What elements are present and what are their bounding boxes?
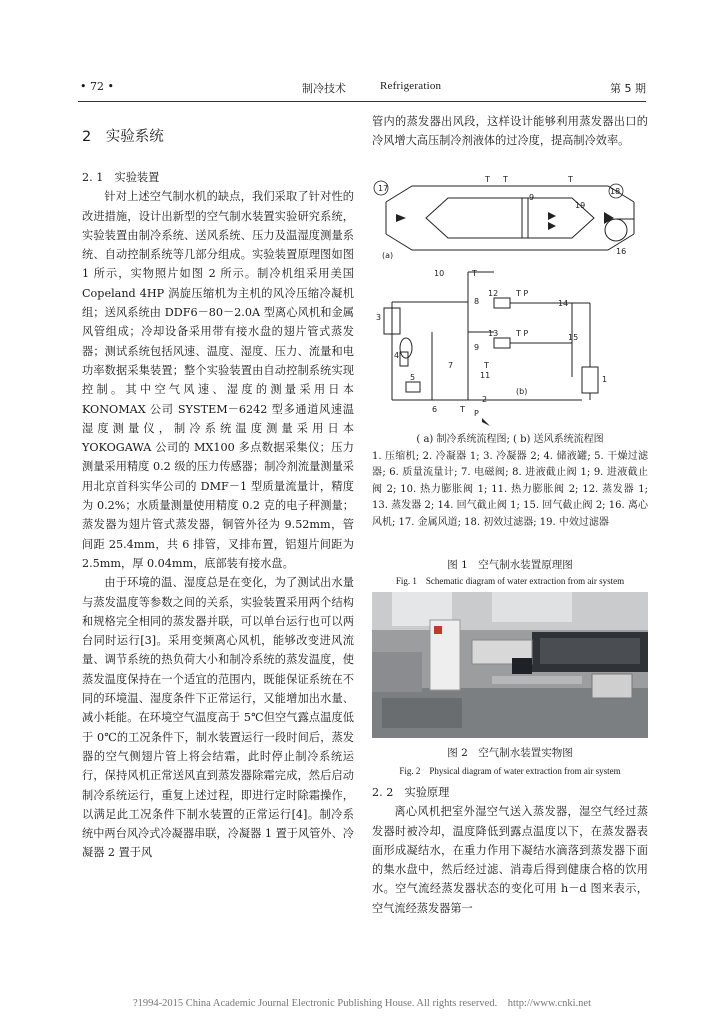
label-T-6: T — [460, 405, 465, 414]
label-9b: 9 — [474, 343, 480, 352]
air-duct — [386, 186, 634, 250]
label-12: 12 — [488, 289, 499, 298]
figure-1-legend — [372, 432, 648, 532]
header-rule — [78, 101, 646, 102]
label-T-5: T — [484, 361, 489, 370]
label-3: 3 — [376, 313, 382, 322]
right-column-top — [372, 112, 648, 151]
label-17: 17 — [378, 184, 389, 193]
label-11: 11 — [480, 371, 491, 380]
lab-photo-svg — [372, 592, 648, 738]
figure-2-title-cn: 图 2 空气制水装置实物图 — [447, 747, 573, 759]
journal-title-cn: 制冷技术 — [302, 82, 346, 95]
copyright-footer: ?1994-2015 China Academic Journal Electronic Publishing House. All rights reserved. http://www.cnki.net — [132, 998, 592, 1009]
label-T-4: T — [472, 269, 477, 278]
label-8: 8 — [474, 297, 480, 306]
paragraph-2: 由于环境的温、湿度总是在变化，为了测试出水量与蒸发温度等参数之间的关系，实验装置采用两个结构和规格完全相同的蒸发器并联，可以单台运行也可以两台同时运行[3]。采用变频离心风机，能够改变进风流量、调节系统的热负荷大小和制冷系统的蒸发温度，使蒸发温度保持在一个适宜的范围内，既能保证系统在不同的环境温、湿度条件下正常运行，又能增加出水量、减小耗能。在环境空气温度高于 5℃但空气露点温度低于 0℃的工况条件下，制水装置运行一段时间后，蒸发器的空气侧翅片管上将会结霜，此时停止制冷系统运行，保持风机正常送风直到蒸发器除霜完成，然后启动制冷系统运行，重复上述过程，即进行定时除霜操作，以满足此工况条件下制水装置的正常运行[4]。制冷系统中两台风冷式冷凝器串联，冷凝器 1 置于风管外、冷凝器 2 置于风 — [82, 576, 354, 860]
paragraph-1: 针对上述空气制水机的缺点，我们采取了针对性的改进措施，设计出新型的空气制水装置实验研究系统，实验装置由制冷系统、送风系统、压力及温湿度测量系统、自动控制系统等几部分组成。实验装置原理图如图 1 所示，实物照片如图 2 所示。制冷机组采用美国 Copeland 4HP 涡旋压缩机为主机的风冷压缩冷凝机组；送风系统由 DDF6－80－2.0A 型离心风机和金属风管组成；冷却设备采用带有接水盘的翅片管式蒸发器；测试系统包括风速、温度、湿度、压力、流量和电功率数据采集装置；整个实验装置由自动控制系统实现控制。其中空气风速、湿度的测量采用日本 KONOMAX 公司 SYSTEM－6242 型多通道风速温湿度测量仪，制冷系统温度测量采用日本 YOKOGAWA 公司的 MX100 多点数据采集仪；压力测量采用精度 0.2 级的压力传感器；制冷剂流量测量采用北京首科实华公司的 DMF－1 型质量流量计，精度为 0.2%；水质量测量使用精度 0.2 克的电子秤测量；蒸发器为翅片管式蒸发器，铜管外径为 9.52mm，管间距 25.4mm，共 6 排管，叉排布置，铝翅片间距为 2.5mm，厚 0.04mm，底部装有接水盘。 — [82, 190, 354, 570]
label-P: P — [474, 409, 479, 418]
label-16: 16 — [616, 247, 627, 256]
label-T-2: T — [503, 175, 508, 184]
figure-1-title-cn: 图 1 空气制水装置原理图 — [447, 559, 573, 571]
label-7: 7 — [448, 361, 454, 370]
label-a: (a) — [382, 251, 394, 260]
subsection-title-2: 2. 2 实验原理 — [372, 786, 450, 799]
figure-2-photo — [372, 592, 648, 738]
label-b: (b) — [516, 387, 528, 396]
label-T-1: T — [485, 175, 490, 184]
section-title: 2 实验系统 — [82, 129, 164, 145]
page-header — [80, 80, 646, 98]
label-TP-1: T P — [516, 289, 529, 298]
subsection-title-1: 2. 1 实验装置 — [82, 171, 160, 184]
legend-text: 1. 压缩机; 2. 冷凝器 1; 3. 冷凝器 2; 4. 储液罐; 5. 干燥过滤器; 6. 质量流量计; 7. 电磁阀; 8. 进液截止阀 1; 9. 进液截止阀 2; 10. 热力膨胀阀 1; 11. 热力膨胀阀 2; 12. 蒸发器 1; 13. 蒸发器 2; 14. 回气截止阀 1; 15. 回气截止阀 2; 16. 离心风机; 17. 金属风道; 18. 初效过滤器; 19. 中效过滤器 — [372, 450, 648, 528]
label-2: 2 — [482, 395, 488, 404]
label-19: 19 — [575, 201, 586, 210]
right-column-bottom — [372, 783, 648, 918]
figure-2-title-en: Fig. 2 Physical diagram of water extraction from air system — [399, 766, 621, 776]
legend-title: ( a) 制冷系统流程图; ( b) 送风系统流程图 — [416, 434, 604, 445]
label-15: 15 — [568, 333, 579, 342]
issue-number: 第 5 期 — [610, 82, 646, 95]
label-T-3: T — [568, 175, 573, 184]
label-6: 6 — [432, 405, 438, 414]
diagram-labels — [374, 175, 626, 418]
label-9: 9 — [529, 193, 535, 202]
page-number: • 72 • — [80, 80, 114, 93]
label-1: 1 — [602, 375, 608, 384]
paragraph-principle: 离心风机把室外湿空气送入蒸发器，湿空气经过蒸发器时被冷却，温度降低到露点温度以下，在蒸发器表面形成凝结水，在重力作用下凝结水滴落到蒸发器下面的集水盘中，然后经过滤、消毒后得到健康合格的饮用水。空气流经蒸发器状态的变化可用 h－d 图来表示，空气流经蒸发器第一 — [372, 805, 648, 915]
label-14: 14 — [558, 299, 569, 308]
figure-1-schematic — [372, 172, 648, 427]
figure-1-title-en: Fig. 1 Schematic diagram of water extraction from air system — [395, 576, 625, 586]
left-column — [82, 112, 354, 863]
fan-16 — [605, 219, 634, 241]
journal-title-en: Refrigeration — [380, 80, 442, 92]
paragraph-continued: 管内的蒸发器出风段，这样设计能够利用蒸发器出口的冷风增大高压制冷剂液体的过冷度，提高制冷效率。 — [372, 115, 648, 148]
label-5: 5 — [410, 373, 416, 382]
label-13: 13 — [488, 329, 499, 338]
arrows — [396, 212, 614, 426]
label-18: 18 — [610, 187, 621, 196]
label-4: 4 — [394, 351, 400, 360]
schematic-svg — [372, 172, 648, 427]
label-TP-2: T P — [516, 329, 529, 338]
label-10: 10 — [434, 269, 445, 278]
